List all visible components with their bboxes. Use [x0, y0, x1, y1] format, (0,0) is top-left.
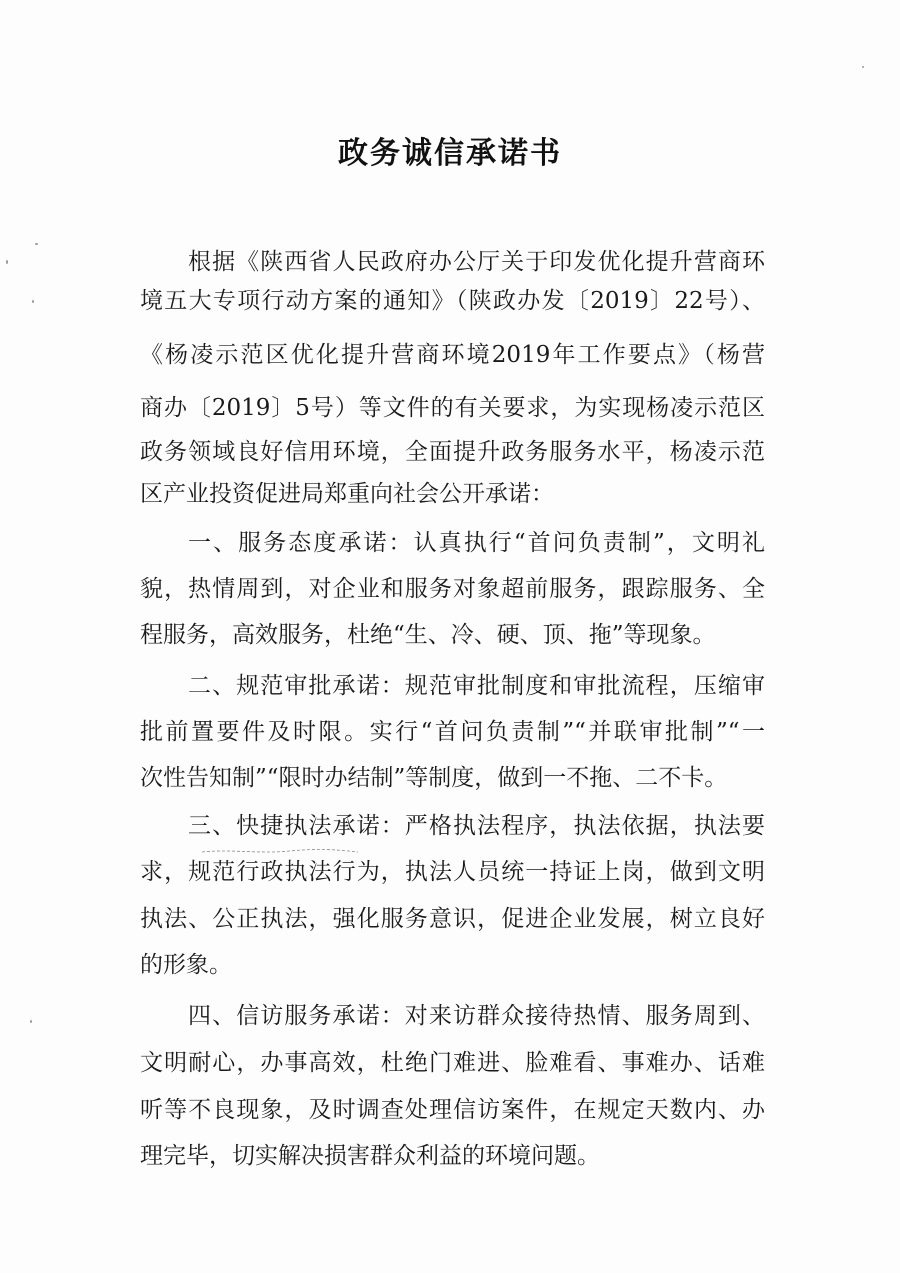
- paragraph-line: 执法、公正执法，强化服务意识，促进企业发展，树立良好: [140, 906, 765, 932]
- paragraph-line: 政务领域良好信用环境，全面提升政务服务水平，杨凌示范: [140, 439, 765, 465]
- paragraph-line: 次性告知制”“限时办结制”等制度，做到一不拖、二不卡。: [140, 765, 728, 791]
- paragraph-line: 文明耐心，办事高效，杜绝门难进、脸难看、事难办、话难: [140, 1050, 765, 1076]
- pen-mark: [200, 846, 360, 856]
- paragraph-line: 批前置要件及时限。实行“首问负责制”“并联审批制”“一: [140, 719, 765, 745]
- paragraph-line: 二、规范审批承诺：规范审批制度和审批流程，压缩审: [188, 673, 765, 699]
- paragraph-line: 的形象。: [140, 952, 232, 978]
- paragraph-line: 理完毕，切实解决损害群众利益的环境问题。: [140, 1143, 600, 1169]
- paragraph-line: 求，规范行政执法行为，执法人员统一持证上岗，做到文明: [140, 859, 765, 885]
- scan-speck: [6, 260, 8, 264]
- scan-speck: [30, 1020, 32, 1023]
- paragraph-line: 听等不良现象，及时调查处理信访案件，在规定天数内、办: [140, 1097, 765, 1123]
- paragraph-line: 商办〔2019〕5号）等文件的有关要求，为实现杨凌示范区: [140, 395, 765, 421]
- document-title: 政务诚信承诺书: [338, 136, 562, 171]
- paragraph-line: 区产业投资促进局郑重向社会公开承诺：: [140, 481, 554, 507]
- paragraph-line: 境五大专项行动方案的通知》（陕政办发〔2019〕22号）、: [140, 288, 765, 314]
- paragraph-line: 一、服务态度承诺：认真执行“首问负责制”，文明礼: [188, 530, 765, 556]
- scan-speck: [862, 66, 864, 68]
- paragraph-line: 根据《陕西省人民政府办公厅关于印发优化提升营商环: [188, 249, 765, 275]
- scan-speck: [35, 243, 38, 245]
- paragraph-line: 四、信访服务承诺：对来访群众接待热情、服务周到、: [188, 1003, 765, 1029]
- paragraph-line: 程服务，高效服务，杜绝“生、冷、硬、顶、拖”等现象。: [140, 622, 716, 648]
- scan-speck: [32, 300, 34, 303]
- paragraph-line: 三、快捷执法承诺：严格执法程序，执法依据，执法要: [188, 813, 765, 839]
- paragraph-line: 貌，热情周到，对企业和服务对象超前服务，跟踪服务、全: [140, 576, 765, 602]
- paragraph-line: 《杨凌示范区优化提升营商环境2019年工作要点》（杨营: [140, 342, 765, 368]
